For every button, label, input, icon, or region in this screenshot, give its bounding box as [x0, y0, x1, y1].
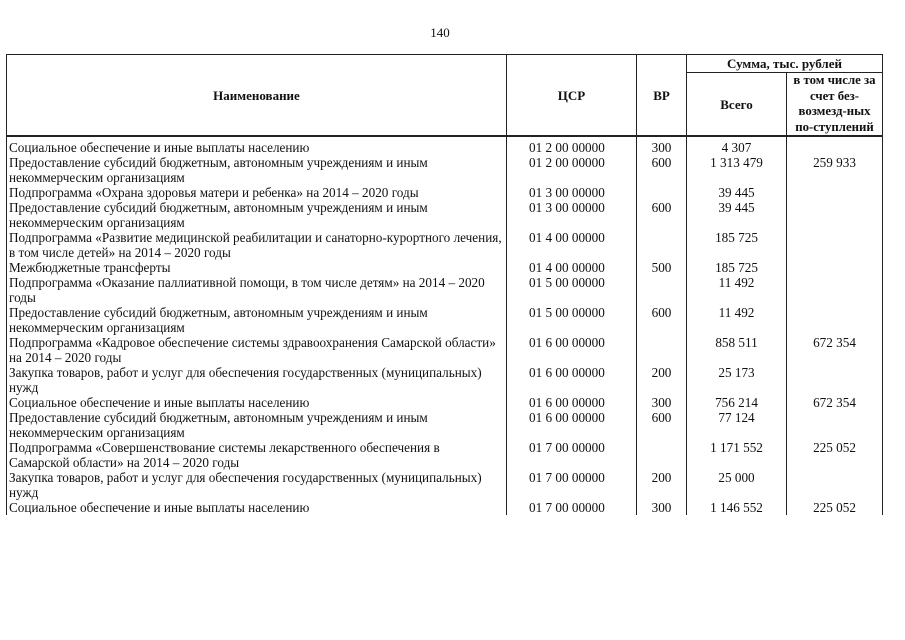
table-row [7, 260, 883, 275]
cell-total: 4 307 [687, 136, 787, 155]
cell-vr: 300 [637, 136, 687, 155]
cell-csr: 01 2 00 00000 [507, 155, 637, 185]
cell-total: 25 000 [687, 470, 787, 500]
cell-name: Социальное обеспечение и иные выплаты населению [7, 136, 507, 155]
cell-grant [787, 230, 883, 260]
table-row [7, 440, 883, 470]
cell-total: 11 492 [687, 275, 787, 305]
table-header [7, 55, 883, 137]
header-total: Всего [687, 73, 787, 137]
cell-grant [787, 275, 883, 305]
cell-vr: 300 [637, 500, 687, 515]
cell-grant: 672 354 [787, 335, 883, 365]
cell-vr [637, 440, 687, 470]
cell-grant [787, 470, 883, 500]
cell-grant [787, 365, 883, 395]
table-row [7, 200, 883, 230]
cell-grant: 225 052 [787, 500, 883, 515]
cell-name: Закупка товаров, работ и услуг для обеспечения государственных (муниципальных) нужд [7, 365, 507, 395]
cell-name: Предоставление субсидий бюджетным, автономным учреждениям и иным некоммерческим организациям [7, 155, 507, 185]
cell-csr: 01 7 00 00000 [507, 470, 637, 500]
cell-vr [637, 335, 687, 365]
cell-name: Предоставление субсидий бюджетным, автономным учреждениям и иным некоммерческим организациям [7, 200, 507, 230]
cell-total: 1 146 552 [687, 500, 787, 515]
table-row [7, 275, 883, 305]
cell-vr: 600 [637, 305, 687, 335]
cell-csr: 01 7 00 00000 [507, 440, 637, 470]
cell-name: Подпрограмма «Кадровое обеспечение системы здравоохранения Самарской области» на 2014 – 2020 годы [7, 335, 507, 365]
cell-grant: 225 052 [787, 440, 883, 470]
cell-total: 39 445 [687, 200, 787, 230]
cell-vr [637, 230, 687, 260]
cell-vr: 300 [637, 395, 687, 410]
cell-name: Межбюджетные трансферты [7, 260, 507, 275]
cell-csr: 01 6 00 00000 [507, 365, 637, 395]
header-name: Наименование [7, 55, 507, 137]
cell-name: Подпрограмма «Охрана здоровья матери и ребенка» на 2014 – 2020 годы [7, 185, 507, 200]
cell-grant: 672 354 [787, 395, 883, 410]
cell-total: 39 445 [687, 185, 787, 200]
cell-vr [637, 185, 687, 200]
table-row [7, 305, 883, 335]
cell-total: 1 313 479 [687, 155, 787, 185]
cell-vr [637, 275, 687, 305]
cell-grant [787, 185, 883, 200]
cell-csr: 01 3 00 00000 [507, 185, 637, 200]
table-row [7, 365, 883, 395]
table-row [7, 155, 883, 185]
cell-grant [787, 305, 883, 335]
table-row [7, 136, 883, 155]
table-row [7, 230, 883, 260]
cell-name: Социальное обеспечение и иные выплаты населению [7, 500, 507, 515]
budget-table [6, 54, 883, 515]
cell-csr: 01 6 00 00000 [507, 395, 637, 410]
header-sum: Сумма, тыс. рублей [687, 55, 883, 73]
cell-grant [787, 136, 883, 155]
header-vr: ВР [637, 55, 687, 137]
table-row [7, 500, 883, 515]
table-row [7, 185, 883, 200]
cell-vr: 500 [637, 260, 687, 275]
header-csr: ЦСР [507, 55, 637, 137]
table-body [7, 136, 883, 515]
cell-csr: 01 6 00 00000 [507, 335, 637, 365]
cell-csr: 01 7 00 00000 [507, 500, 637, 515]
cell-csr: 01 6 00 00000 [507, 410, 637, 440]
cell-total: 11 492 [687, 305, 787, 335]
cell-vr: 600 [637, 200, 687, 230]
cell-vr: 200 [637, 365, 687, 395]
cell-csr: 01 3 00 00000 [507, 200, 637, 230]
cell-csr: 01 4 00 00000 [507, 260, 637, 275]
cell-name: Подпрограмма «Оказание паллиативной помощи, в том числе детям» на 2014 – 2020 годы [7, 275, 507, 305]
table-row [7, 395, 883, 410]
cell-vr: 600 [637, 410, 687, 440]
cell-grant: 259 933 [787, 155, 883, 185]
table-row [7, 410, 883, 440]
cell-name: Предоставление субсидий бюджетным, автономным учреждениям и иным некоммерческим организациям [7, 305, 507, 335]
cell-grant [787, 260, 883, 275]
cell-csr: 01 4 00 00000 [507, 230, 637, 260]
page-number: 140 [430, 25, 450, 40]
table-row [7, 470, 883, 500]
cell-total: 77 124 [687, 410, 787, 440]
cell-total: 1 171 552 [687, 440, 787, 470]
cell-total: 185 725 [687, 230, 787, 260]
cell-name: Подпрограмма «Совершенствование системы лекарственного обеспечения в Самарской области» на 2014 – 2020 годы [7, 440, 507, 470]
cell-name: Закупка товаров, работ и услуг для обеспечения государственных (муниципальных) нужд [7, 470, 507, 500]
cell-grant [787, 410, 883, 440]
header-grant: в том числе за счет без-возмезд-ных по-ступлений [787, 73, 883, 137]
cell-csr: 01 2 00 00000 [507, 136, 637, 155]
table-row [7, 335, 883, 365]
cell-total: 185 725 [687, 260, 787, 275]
cell-total: 756 214 [687, 395, 787, 410]
cell-vr: 600 [637, 155, 687, 185]
cell-csr: 01 5 00 00000 [507, 275, 637, 305]
cell-csr: 01 5 00 00000 [507, 305, 637, 335]
cell-total: 858 511 [687, 335, 787, 365]
cell-name: Подпрограмма «Развитие медицинской реабилитации и санаторно-курортного лечения, в том числе детей» на 2014 – 2020 годы [7, 230, 507, 260]
cell-name: Предоставление субсидий бюджетным, автономным учреждениям и иным некоммерческим организациям [7, 410, 507, 440]
cell-grant [787, 200, 883, 230]
cell-vr: 200 [637, 470, 687, 500]
cell-name: Социальное обеспечение и иные выплаты населению [7, 395, 507, 410]
cell-total: 25 173 [687, 365, 787, 395]
